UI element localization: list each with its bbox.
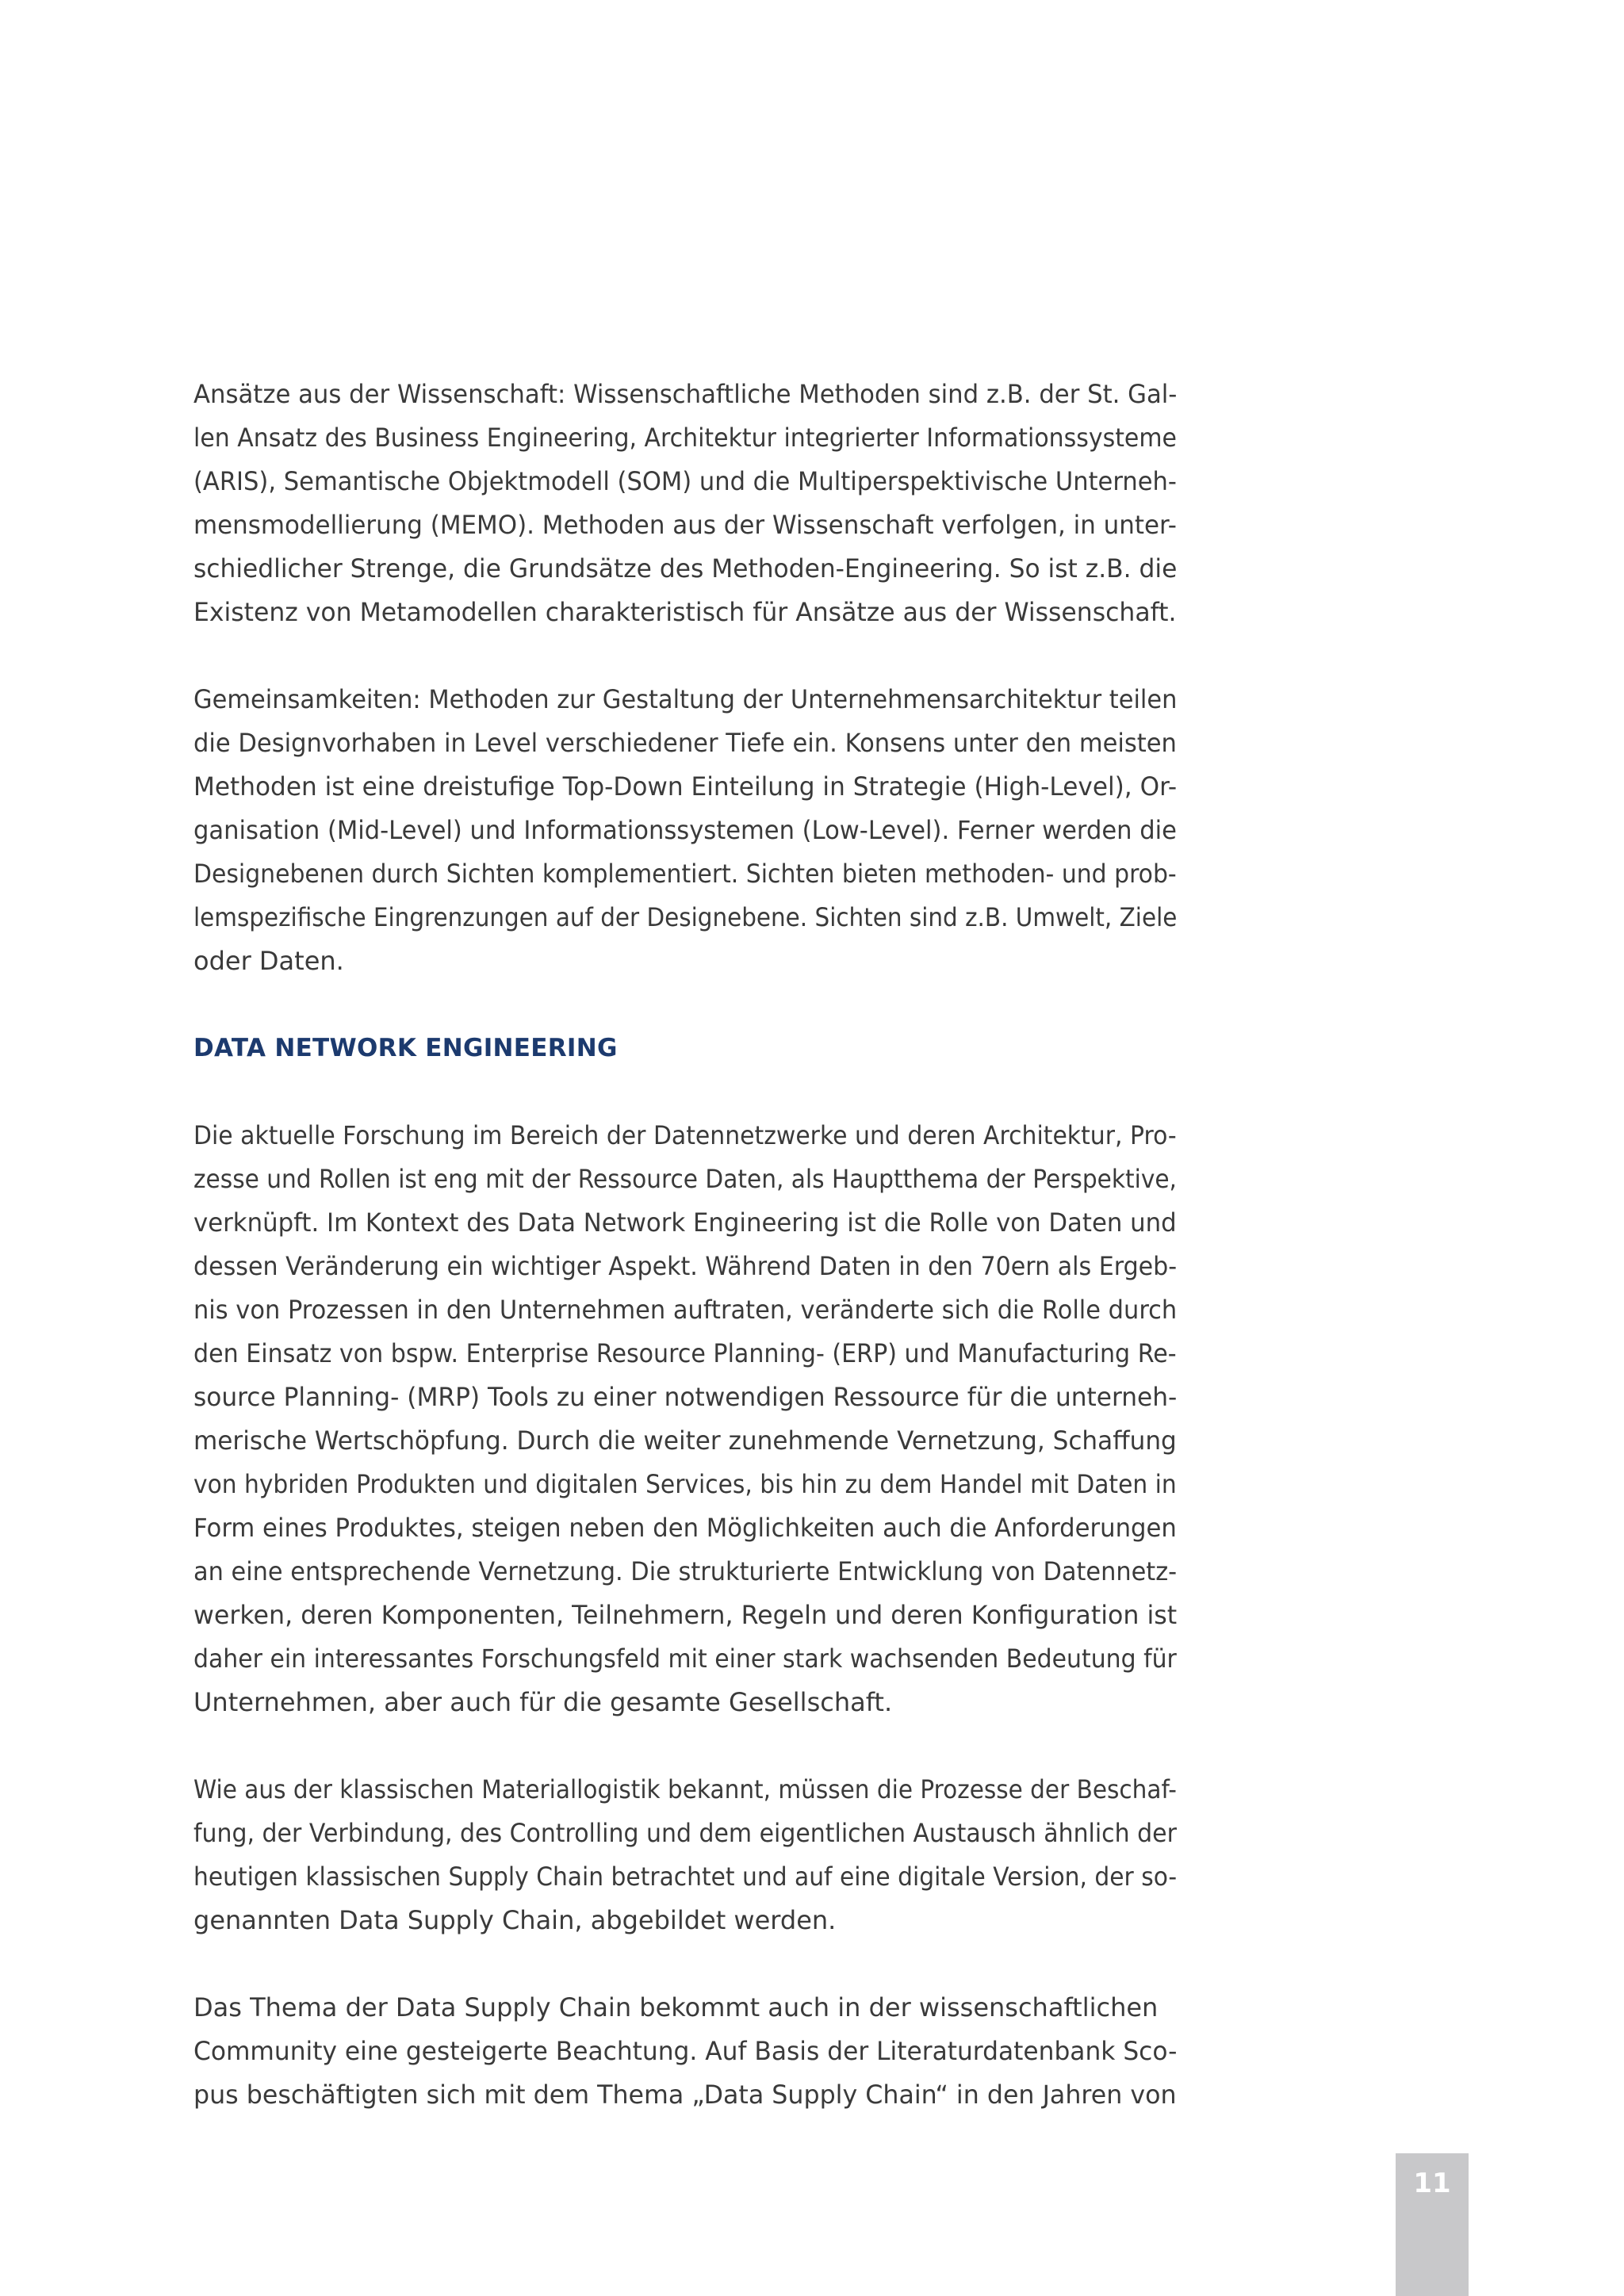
text-line: heutigen klassischen Supply Chain betrachtet und auf eine digitale Version, der so- xyxy=(193,1862,1178,1892)
paragraph-ansaetze-wissenschaft xyxy=(193,373,1177,634)
text-line: mensmodellierung (MEMO). Methoden aus der Wissenschaft verfolgen, in unter- xyxy=(193,510,1177,540)
text-line: merische Wertschöpfung. Durch die weiter zunehmende Vernetzung, Schaffung xyxy=(193,1425,1177,1456)
text-line: Form eines Produktes, steigen neben den Möglichkeiten auch die Anforderungen xyxy=(193,1513,1177,1543)
text-line: Designebenen durch Sichten komplementiert. Sichten bieten methoden- und prob- xyxy=(193,859,1177,889)
text-line: von hybriden Produkten und digitalen Services, bis hin zu dem Handel mit Daten in xyxy=(193,1469,1177,1499)
text-line: daher ein interessantes Forschungsfeld mit einer stark wachsenden Bedeutung für xyxy=(193,1644,1177,1674)
text-line: Unternehmen, aber auch für die gesamte Gesellschaft. xyxy=(193,1687,893,1717)
text-line: Wie aus der klassischen Materiallogistik bekannt, müssen die Prozesse der Beschaf- xyxy=(193,1774,1177,1804)
text-line: verknüpft. Im Kontext des Data Network Engineering ist die Rolle von Daten und xyxy=(193,1207,1177,1238)
text-line: an eine entsprechende Vernetzung. Die strukturierte Entwicklung von Datennetz- xyxy=(193,1556,1178,1586)
text-line: Existenz von Metamodellen charakteristisch für Ansätze aus der Wissenschaft. xyxy=(193,597,1177,627)
text-line: oder Daten. xyxy=(193,946,344,976)
text-line: dessen Veränderung ein wichtiger Aspekt. Während Daten in den 70ern als Ergeb- xyxy=(193,1251,1178,1281)
text-line: Community eine gesteigerte Beachtung. Auf Basis der Literaturdatenbank Sco- xyxy=(193,2036,1178,2066)
paragraph-materiallogistik xyxy=(193,1768,1177,1942)
text-line: pus beschäftigten sich mit dem Thema „Data Supply Chain“ in den Jahren von xyxy=(193,2080,1177,2110)
page-number-tab xyxy=(1396,2153,1469,2296)
text-line: genannten Data Supply Chain, abgebildet werden. xyxy=(193,1905,837,1935)
text-line: schiedlicher Strenge, die Grundsätze des Methoden-Engineering. So ist z.B. die xyxy=(193,553,1178,584)
document-body xyxy=(193,373,1177,2160)
paragraph-aktuelle-forschung xyxy=(193,1114,1177,1724)
text-line: zesse und Rollen ist eng mit der Ressource Daten, als Hauptthema der Perspektive, xyxy=(193,1164,1177,1194)
text-line: fung, der Verbindung, des Controlling und dem eigentlichen Austausch ähnlich der xyxy=(193,1818,1177,1848)
paragraph-data-supply-chain xyxy=(193,1986,1177,2117)
text-line: die Designvorhaben in Level verschiedener Tiefe ein. Konsens unter den meisten xyxy=(193,728,1177,758)
page-number: 11 xyxy=(1413,2168,1451,2199)
text-line: nis von Prozessen in den Unternehmen auftraten, veränderte sich die Rolle durch xyxy=(193,1295,1178,1325)
text-line: werken, deren Komponenten, Teilnehmern, Regeln und deren Konfiguration ist xyxy=(193,1600,1178,1630)
text-line: source Planning- (MRP) Tools zu einer notwendigen Ressource für die unterneh- xyxy=(193,1382,1178,1412)
paragraph-gemeinsamkeiten xyxy=(193,678,1177,983)
text-line: Ansätze aus der Wissenschaft: Wissenschaftliche Methoden sind z.B. der St. Gal- xyxy=(193,379,1178,409)
text-line: lemspezifische Eingrenzungen auf der Designebene. Sichten sind z.B. Umwelt, Ziele xyxy=(193,902,1178,932)
text-line: Methoden ist eine dreistufige Top-Down Einteilung in Strategie (High-Level), Or- xyxy=(193,771,1178,802)
text-line: Das Thema der Data Supply Chain bekommt auch in der wissenschaftlichen xyxy=(193,1992,1159,2022)
text-line: den Einsatz von bspw. Enterprise Resource Planning- (ERP) und Manufacturing Re- xyxy=(193,1338,1177,1368)
text-line: (ARIS), Semantische Objektmodell (SOM) und die Multiperspektivische Unterneh- xyxy=(193,466,1177,496)
text-line: len Ansatz des Business Engineering, Architektur integrierter Informationssysteme xyxy=(193,423,1177,453)
text-line: ganisation (Mid-Level) und Informationssystemen (Low-Level). Ferner werden die xyxy=(193,815,1177,845)
text-line: Gemeinsamkeiten: Methoden zur Gestaltung der Unternehmensarchitektur teilen xyxy=(193,684,1178,714)
section-heading: DATA NETWORK ENGINEERING xyxy=(193,1034,618,1062)
text-line: Die aktuelle Forschung im Bereich der Datennetzwerke und deren Architektur, Pro- xyxy=(193,1120,1177,1150)
